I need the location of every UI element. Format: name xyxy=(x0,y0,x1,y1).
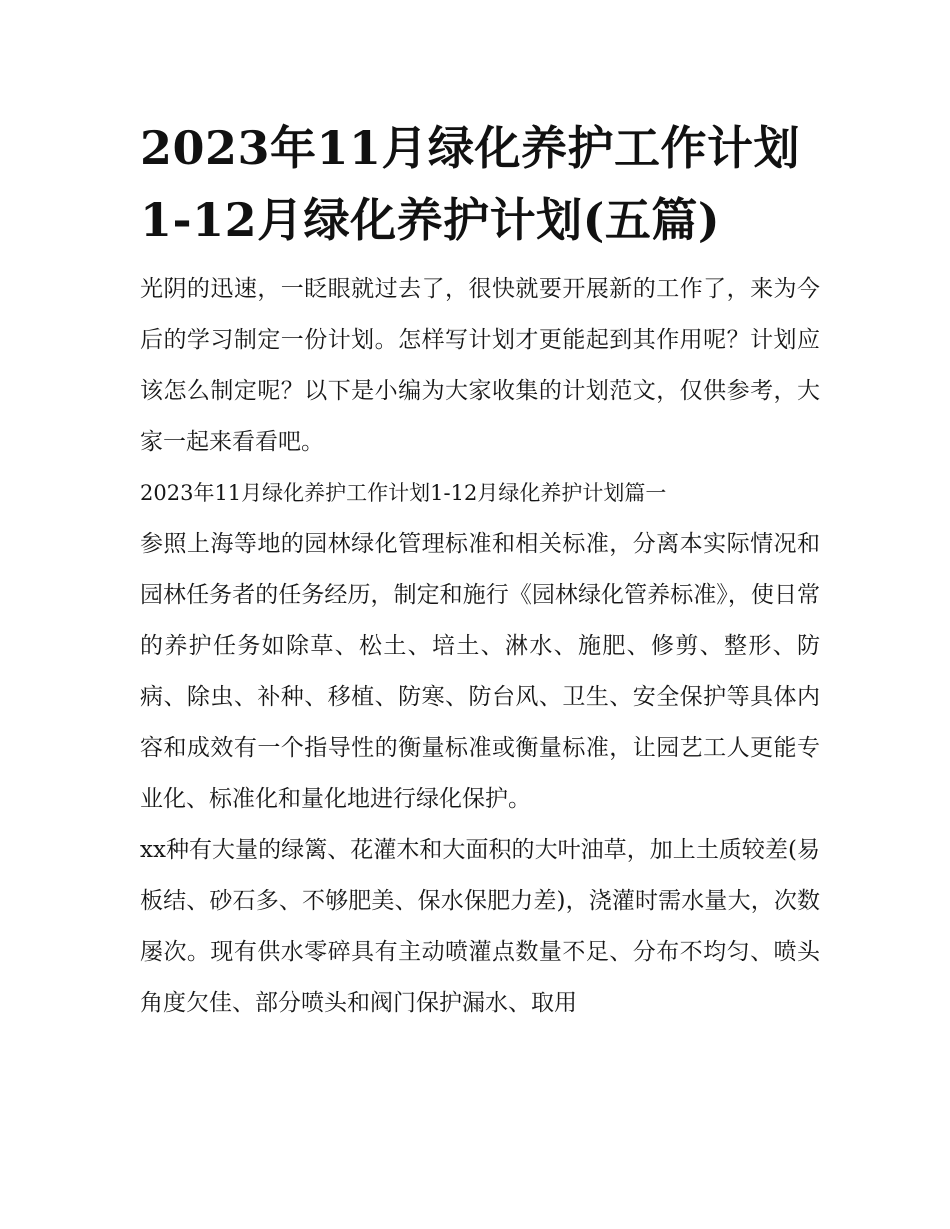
body-paragraph-2: xx种有大量的绿篱、花灌木和大面积的大叶油草，加上土质较差(易板结、砂石多、不够肥美、保水保肥力差)，浇灌时需水量大，次数屡次。现有供水零碎具有主动喷灌点数量不足、分布不均匀、喷头角度欠佳、部分喷头和阀门保护漏水、取用 xyxy=(140,837,820,1016)
body-paragraph-1: 参照上海等地的园林绿化管理标准和相关标准，分离本实际情况和园林任务者的任务经历，制定和施行《园林绿化管养标准》，使日常的养护任务如除草、松土、培土、淋水、施肥、修剪、整形、防病、除虫、补种、移植、防寒、防台风、卫生、安全保护等具体内容和成效有一个指导性的衡量标准或衡量标准，让园艺工人更能专业化、标准化和量化地进行绿化保护。 xyxy=(140,531,820,812)
document-title: 2023年11月绿化养护工作计划1-12月绿化养护计划(五篇) xyxy=(140,121,801,247)
intro-paragraph: 光阴的迅速，一眨眼就过去了，很快就要开展新的工作了，来为今后的学习制定一份计划。怎样写计划才更能起到其作用呢？计划应该怎么制定呢？以下是小编为大家收集的计划范文，仅供参考，大家一起来看看吧。 xyxy=(140,276,820,455)
document-body xyxy=(140,112,820,1029)
section-heading: 2023年11月绿化养护工作计划1-12月绿化养护计划篇一 xyxy=(140,481,667,505)
